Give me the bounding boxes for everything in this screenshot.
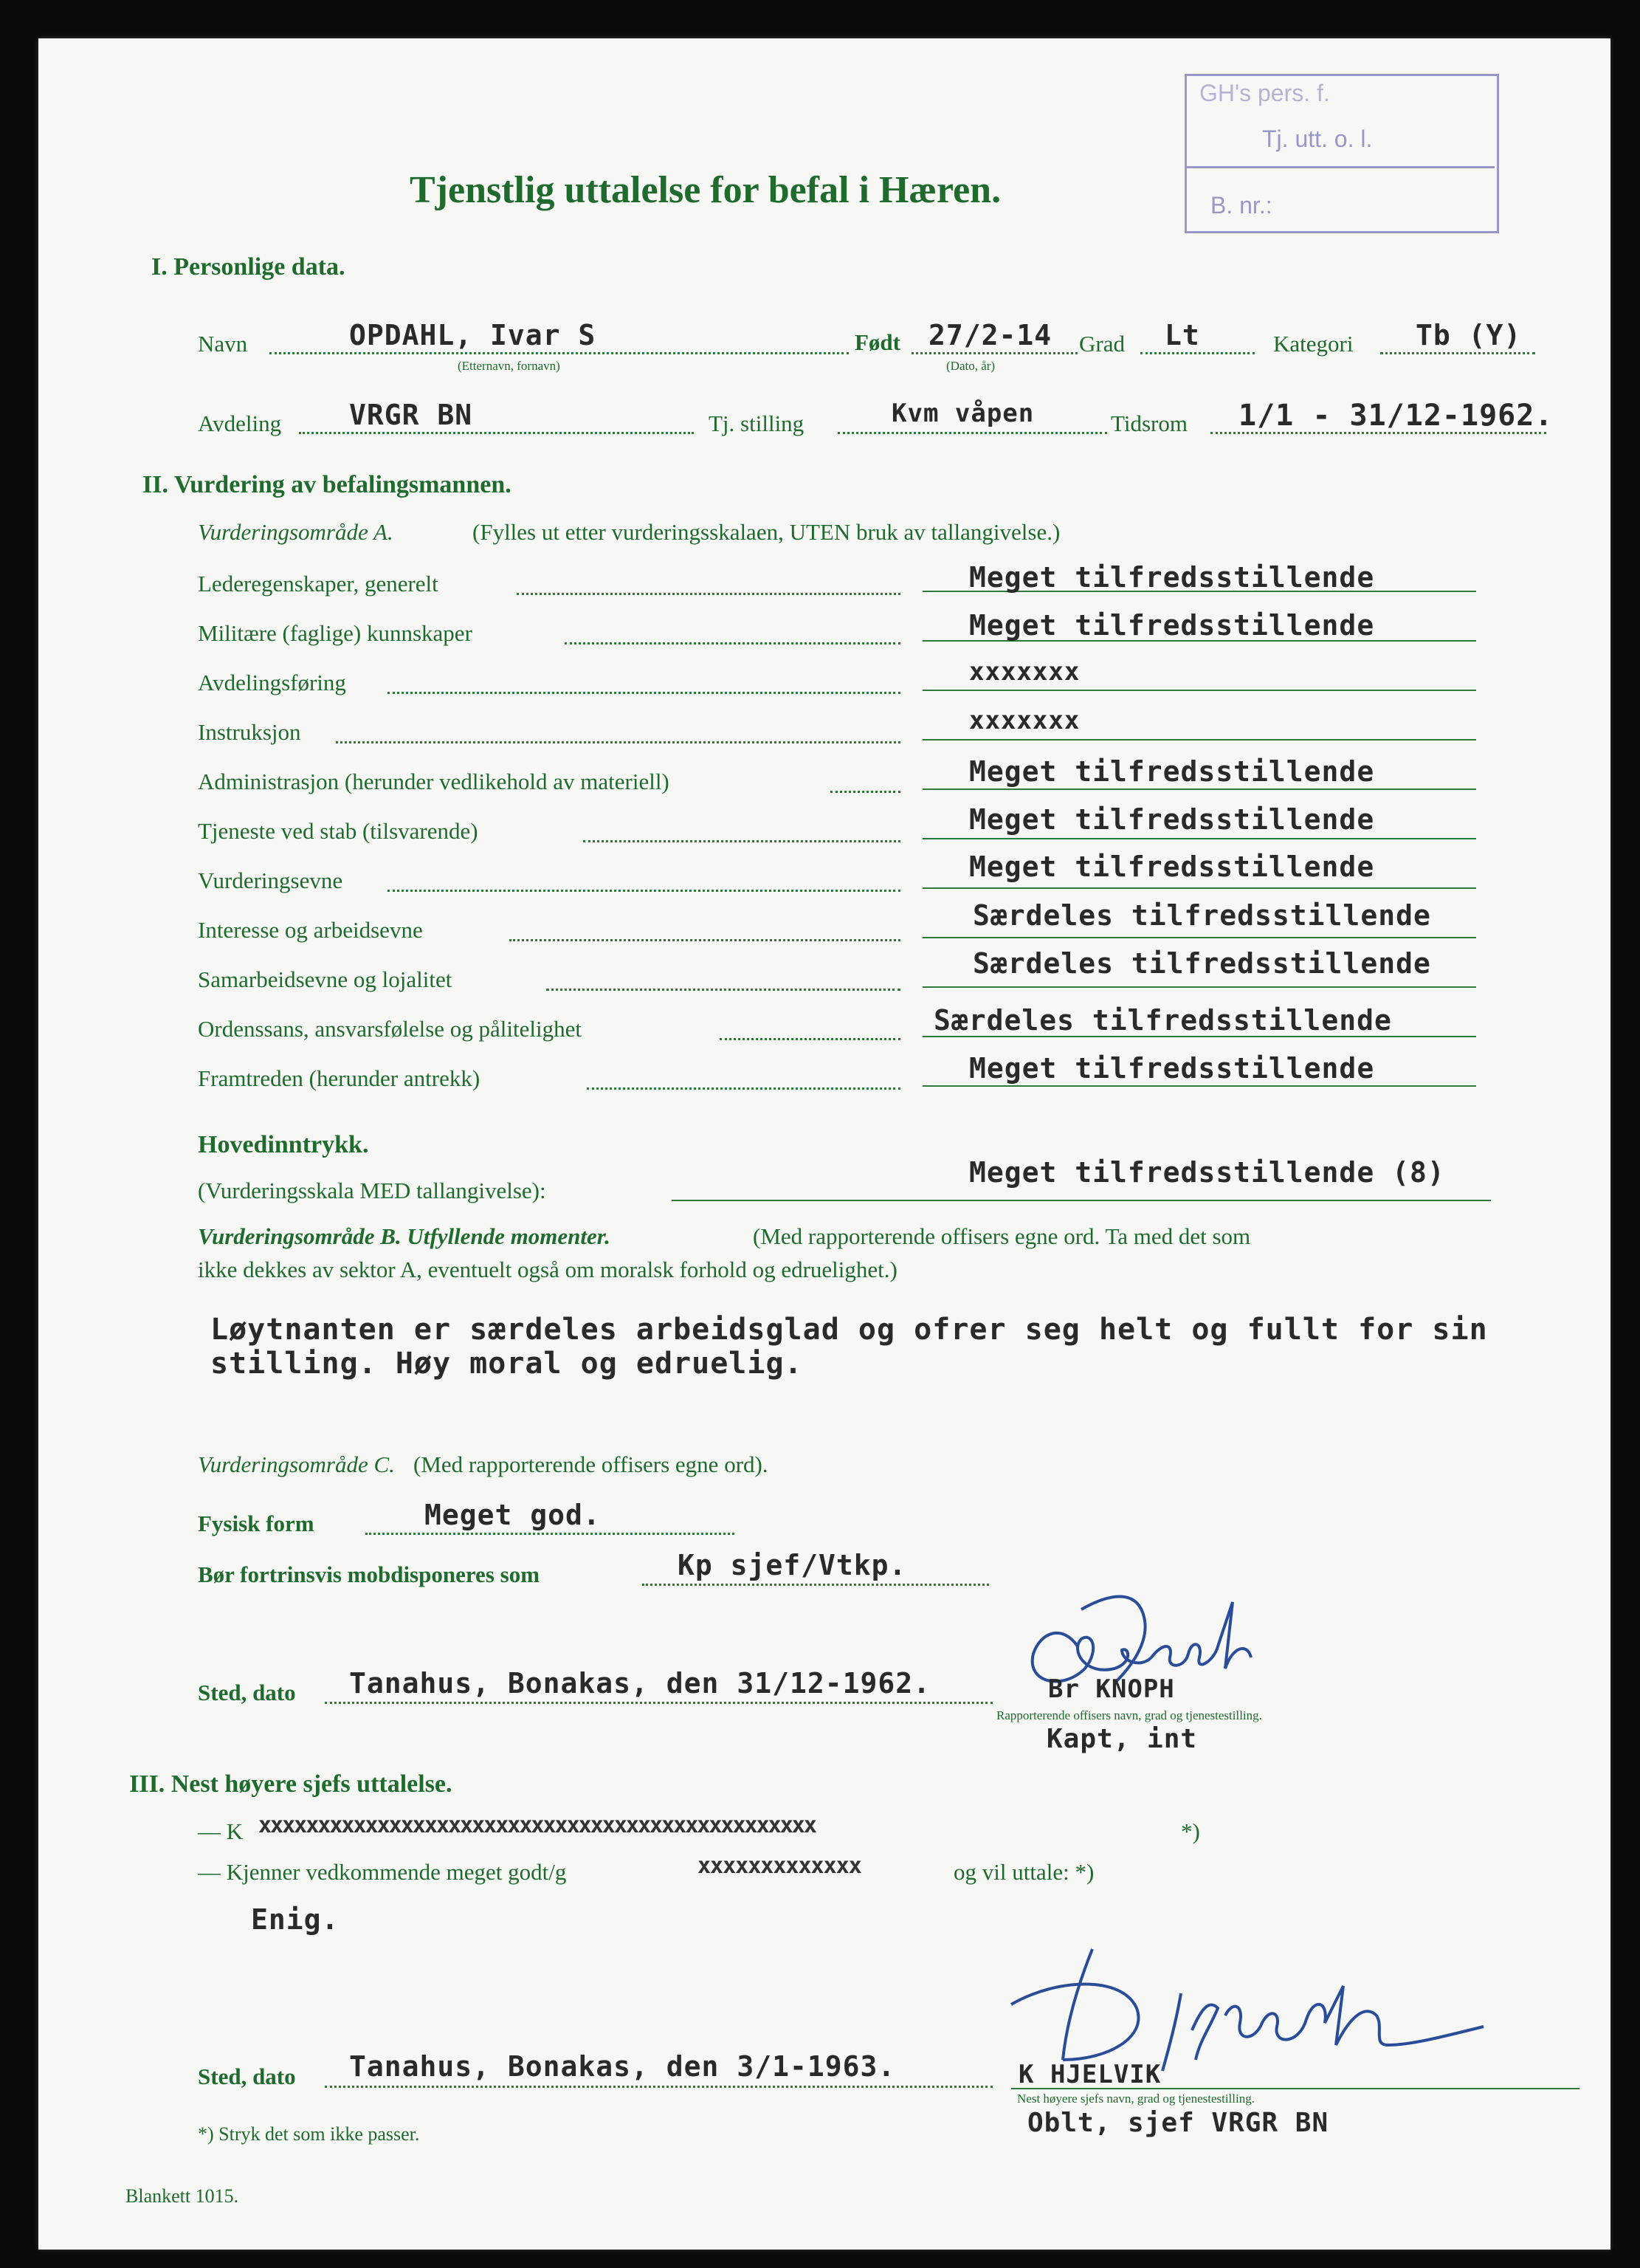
stamp-line-1: GH's pers. f. <box>1199 80 1330 106</box>
rating-label: Administrasjon (herunder vedlikehold av materiell) <box>198 769 669 794</box>
form-title: Tjenstlig uttalelse for befal i Hæren. <box>410 169 1002 211</box>
navn-label: Navn <box>198 331 248 357</box>
fysisk-value: Meget god. <box>424 1499 601 1531</box>
rating-value: Meget tilfredsstillende <box>969 803 1375 836</box>
option-1-struck: xxxxxxxxxxxxxxxxxxxxxxxxxxxxxxxxxxxxxxxxxxxxxxx <box>258 1812 816 1838</box>
rating-label: Samarbeidsevne og lojalitet <box>198 966 452 992</box>
area-b-text-2: ikke dekkes av sektor A, eventuelt også om moralsk forhold og edruelighet.) <box>198 1257 897 1282</box>
officer-sub: Rapporterende offisers navn, grad og tjenestestilling. <box>996 1708 1262 1722</box>
area-a-text: (Fylles ut etter vurderingsskalaen, UTEN bruk av tallangivelse.) <box>472 519 1061 545</box>
navn-value: OPDAHL, Ivar S <box>349 319 596 351</box>
section-3-heading: III. Nest høyere sjefs uttalelse. <box>129 1770 452 1798</box>
chief-sub: Nest høyere sjefs navn, grad og tjenestestilling. <box>1017 2092 1255 2106</box>
rating-label: Interesse og arbeidsevne <box>198 917 423 943</box>
sted-label-2: Sted, dato <box>198 1680 296 1705</box>
area-b-value-2: stilling. Høy moral og edruelig. <box>210 1347 803 1381</box>
rating-label: Ordenssans, ansvarsfølelse og pålitelighet <box>198 1016 582 1042</box>
option-2-prefix: — Kjenner vedkommende meget godt/g <box>198 1859 567 1885</box>
rating-value: xxxxxxx <box>969 706 1081 735</box>
section-3-value: Enig. <box>251 1903 340 1936</box>
rating-label: Instruksjon <box>198 719 301 745</box>
option-2-suffix: og vil uttale: *) <box>954 1859 1095 1885</box>
grad-value: Lt <box>1165 319 1200 351</box>
rating-label: Vurderingsevne <box>198 867 343 893</box>
option-2-struck: xxxxxxxxxxxxx <box>697 1853 861 1879</box>
blankett-number: Blankett 1015. <box>125 2185 239 2207</box>
rating-label: Framtreden (herunder antrekk) <box>198 1065 480 1091</box>
rating-label: Militære (faglige) kunnskaper <box>198 620 472 646</box>
rating-label: Avdelingsføring <box>198 670 346 695</box>
rating-value: Meget tilfredsstillende <box>969 1052 1375 1085</box>
area-c-text: (Med rapporterende offisers egne ord). <box>413 1451 768 1477</box>
fysisk-label: Fysisk form <box>198 1511 314 1536</box>
area-a-title: Vurderingsområde A. <box>198 519 393 545</box>
chief-rank: Oblt, sjef VRGR BN <box>1027 2108 1329 2138</box>
sted-value-2: Tanahus, Bonakas, den 31/12-1962. <box>349 1667 931 1700</box>
sted-label-3: Sted, dato <box>198 2063 296 2089</box>
stilling-label: Tj. stilling <box>709 410 805 436</box>
avdeling-value: VRGR BN <box>349 399 473 431</box>
officer-rank: Kapt, int <box>1047 1724 1198 1754</box>
tidsrom-label: Tidsrom <box>1111 410 1188 436</box>
mob-value: Kp sjef/Vtkp. <box>678 1549 907 1581</box>
section-2-heading: II. Vurdering av befalingsmannen. <box>142 471 511 498</box>
navn-sub: (Etternavn, fornavn) <box>458 359 560 373</box>
rating-value: Meget tilfredsstillende <box>969 755 1375 788</box>
rating-label: Lederegenskaper, generelt <box>198 571 438 597</box>
area-c-title: Vurderingsområde C. <box>198 1451 395 1477</box>
footnote: *) Stryk det som ikke passer. <box>198 2123 420 2145</box>
stilling-value: Kvm våpen <box>892 399 1035 428</box>
kategori-label: Kategori <box>1273 331 1354 357</box>
rating-value: Særdeles tilfredsstillende <box>934 1004 1392 1037</box>
area-b-title: Vurderingsområde B. Utfyllende momenter. <box>198 1223 610 1249</box>
avdeling-label: Avdeling <box>198 410 282 436</box>
option-1-suffix: *) <box>1181 1818 1200 1844</box>
mob-label: Bør fortrinsvis mobdisponeres som <box>198 1561 540 1587</box>
grad-label: Grad <box>1079 331 1125 357</box>
rating-label: Tjeneste ved stab (tilsvarende) <box>198 818 478 844</box>
kategori-value: Tb (Y) <box>1416 319 1522 351</box>
fodt-label: Født <box>855 329 900 355</box>
hoved-value: Meget tilfredsstillende (8) <box>969 1156 1445 1189</box>
hoved-title: Hovedinntrykk. <box>198 1131 369 1158</box>
tidsrom-value: 1/1 - 31/12-1962. <box>1238 399 1554 433</box>
rating-value: Meget tilfredsstillende <box>969 850 1375 883</box>
area-b-text-1: (Med rapporterende offisers egne ord. Ta med det som <box>753 1223 1251 1249</box>
hoved-label: (Vurderingsskala MED tallangivelse): <box>198 1178 546 1203</box>
fodt-sub: (Dato, år) <box>946 359 996 373</box>
sted-value-3: Tanahus, Bonakas, den 3/1-1963. <box>349 2050 896 2083</box>
option-1-prefix: — K <box>198 1818 244 1844</box>
rating-value: Særdeles tilfredsstillende <box>973 899 1431 932</box>
chief-name: K HJELVIK <box>1019 2060 1162 2089</box>
area-b-value-1: Løytnanten er særdeles arbeidsglad og ofrer seg helt og fullt for sin <box>210 1313 1488 1347</box>
stamp-line-3: B. nr.: <box>1210 192 1272 219</box>
rating-value: Særdeles tilfredsstillende <box>973 947 1431 980</box>
fodt-value: 27/2-14 <box>928 319 1052 351</box>
stamp-line-2: Tj. utt. o. l. <box>1262 126 1373 152</box>
rating-value: xxxxxxx <box>969 657 1081 687</box>
rating-value: Meget tilfredsstillende <box>969 561 1375 594</box>
section-1-heading: I. Personlige data. <box>151 253 345 281</box>
rating-value: Meget tilfredsstillende <box>969 609 1375 642</box>
officer-name: Br KNOPH <box>1048 1674 1175 1704</box>
